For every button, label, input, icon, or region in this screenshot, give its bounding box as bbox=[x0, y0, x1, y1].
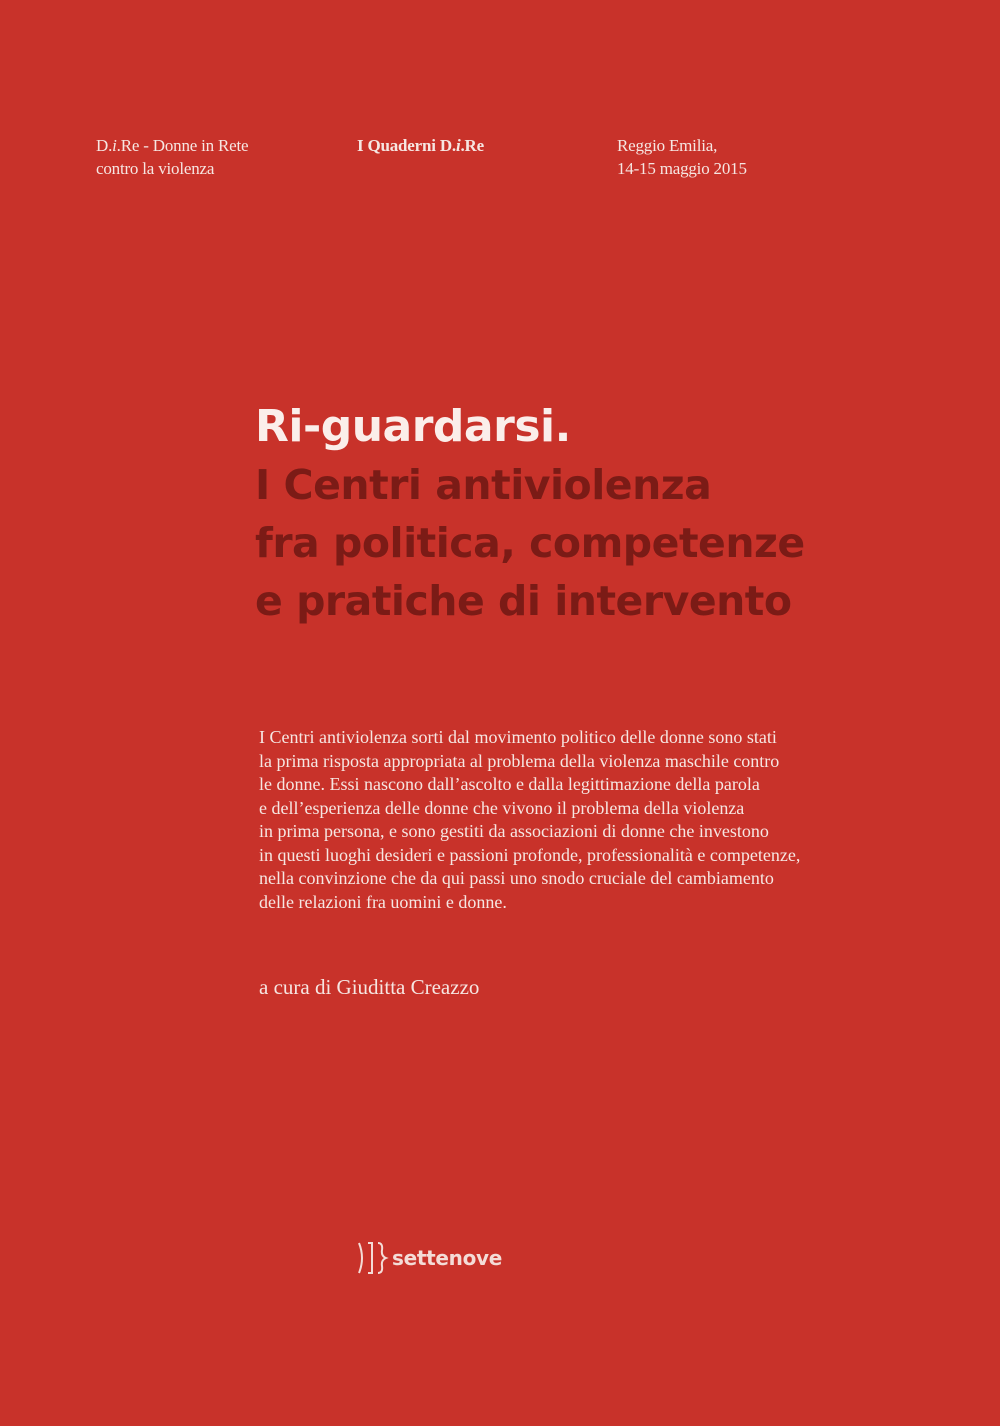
abstract-line: le donne. Essi nascono dall’ascolto e dalla legittimazione della parola bbox=[259, 774, 760, 794]
header-event-place: Reggio Emilia, bbox=[617, 136, 718, 155]
header-event-date: 14-15 maggio 2015 bbox=[617, 159, 747, 178]
org-prefix: D. bbox=[96, 136, 113, 155]
publisher-logo bbox=[356, 1238, 502, 1278]
series-prefix: I Quaderni D. bbox=[357, 136, 456, 155]
brackets-logo-icon bbox=[356, 1240, 390, 1276]
abstract-line: in prima persona, e sono gestiti da associazioni di donne che investono bbox=[259, 821, 769, 841]
abstract-line: delle relazioni fra uomini e donne. bbox=[259, 891, 507, 912]
series-italic: i bbox=[455, 136, 461, 155]
header-event bbox=[617, 134, 747, 180]
header-organization bbox=[96, 134, 248, 180]
abstract-line: la prima risposta appropriata al problema della violenza maschile contro bbox=[259, 750, 780, 771]
abstract-line: in questi luoghi desideri e passioni profonde, professionalità e competenze, bbox=[259, 844, 801, 865]
subtitle-line: I Centri antiviolenza bbox=[255, 461, 712, 509]
title-main: Ri-guardarsi. bbox=[255, 401, 571, 452]
publisher-name: settenove bbox=[392, 1246, 503, 1270]
header-series-title bbox=[357, 134, 484, 157]
header-series bbox=[357, 134, 484, 157]
editor-credit: a cura di Giuditta Creazzo bbox=[259, 975, 480, 999]
org-italic: i bbox=[112, 136, 117, 155]
series-suffix: .Re bbox=[460, 136, 484, 155]
abstract-line: I Centri antiviolenza sorti dal movimento politico delle donne sono stati bbox=[259, 727, 777, 747]
org-suffix: .Re - Donne in Rete bbox=[116, 136, 249, 155]
book-title bbox=[255, 398, 805, 630]
abstract bbox=[259, 726, 899, 914]
subtitle-line: e pratiche di intervento bbox=[255, 577, 792, 625]
header-organization-line2: contro la violenza bbox=[96, 159, 215, 178]
abstract-line: e dell’esperienza delle donne che vivono il problema della violenza bbox=[259, 797, 745, 818]
header-organization-line1 bbox=[96, 134, 248, 157]
abstract-line: nella convinzione che da qui passi uno snodo cruciale del cambiamento bbox=[259, 868, 774, 888]
subtitle-line: fra politica, competenze bbox=[255, 519, 805, 567]
